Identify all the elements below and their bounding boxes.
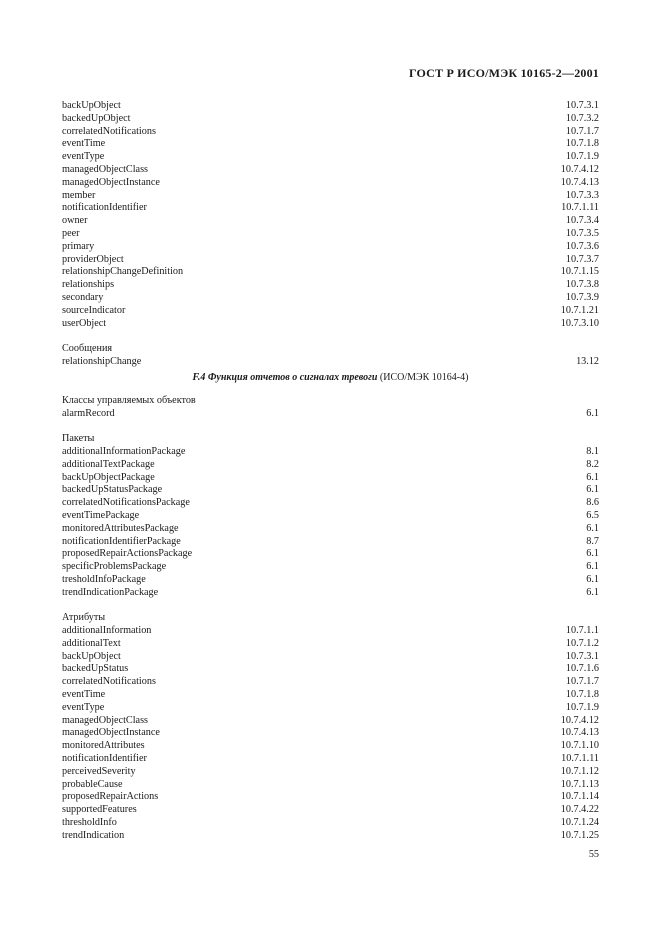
entry-reference: 10.7.3.2 [565,112,599,124]
index-entry [62,304,599,317]
entry-name: backUpObjectPackage [62,471,155,483]
entry-reference: 10.7.3.7 [565,253,599,265]
entry-reference: 10.7.1.7 [565,125,599,137]
entry-name: eventType [62,151,105,163]
entry-reference: 10.7.3.1 [565,100,599,111]
entry-name: tresholdInfoPackage [62,574,146,585]
entry-name: relationshipChange [62,356,142,367]
index-entry [62,586,599,599]
index-entry [62,726,599,739]
index-entry [62,752,599,765]
entry-name: additionalTextPackage [62,458,155,470]
entry-name: supportedFeatures [62,804,137,816]
entry-reference: 10.7.1.13 [560,778,599,790]
index-entry [62,201,599,214]
entry-name: perceivedSeverity [62,765,136,777]
entry-reference: 10.7.1.7 [565,676,599,688]
index-entry [62,573,599,586]
index-entry [62,471,599,484]
entry-name: primary [62,240,95,252]
entry-name: userObject [62,317,107,329]
entry-reference: 10.7.1.9 [565,701,599,713]
entry-reference: 6.1 [586,574,599,585]
entry-reference: 6.1 [586,408,599,419]
entry-name: trendIndicationPackage [62,586,159,598]
index-entry [62,509,599,522]
entry-reference: 10.7.1.8 [565,138,599,150]
entry-reference: 6.1 [586,484,599,496]
entry-name: managedObjectClass [62,714,149,726]
entry-reference: 10.7.3.9 [565,292,599,303]
page-number: 55 [588,849,599,860]
entry-reference: 10.7.1.15 [560,266,599,278]
entry-reference: 10.7.3.5 [565,228,599,239]
entry-reference: 6.1 [586,561,599,573]
entry-name: additionalInformation [62,625,152,636]
index-entry [62,637,599,650]
index-entry [62,816,599,829]
entry-name: notificationIdentifier [62,753,147,764]
entry-reference: 10.7.1.21 [560,304,599,316]
entry-name: member [62,189,96,201]
entry-reference: 10.7.1.12 [560,765,599,777]
packages-heading: Пакеты [62,433,95,444]
entry-name: specificProblemsPackage [62,561,167,573]
entry-name: backUpObject [62,650,121,662]
index-entry [62,150,599,163]
entry-name: thresholdInfo [62,817,117,828]
entry-reference: 10.7.1.8 [565,689,599,700]
entry-reference: 10.7.1.11 [561,202,599,214]
index-entry [62,317,599,330]
entry-name: monitoredAttributes [62,740,145,752]
entry-name: trendIndication [62,829,125,841]
entry-reference: 10.7.3.8 [565,279,599,291]
entry-name: alarmRecord [62,408,115,419]
entry-reference: 10.7.3.4 [565,215,599,227]
entry-name: eventTimePackage [62,510,140,521]
index-entry [62,483,599,496]
entry-name: backedUpObject [62,112,131,124]
entry-reference: 10.7.1.6 [565,663,599,675]
entry-name: providerObject [62,253,124,265]
entry-name: eventTime [62,138,106,150]
index-entry [62,624,599,637]
index-entry [62,355,599,368]
index-entry [62,662,599,675]
entry-name: relationshipChangeDefinition [62,266,184,278]
entry-reference: 6.1 [586,586,599,598]
entry-reference: 6.1 [586,548,599,560]
index-entry [62,214,599,227]
messages-heading: Сообщения [62,343,113,354]
entry-reference: 10.7.1.2 [565,637,599,649]
entry-name: backedUpStatusPackage [62,484,163,496]
entry-reference: 6.1 [586,471,599,483]
document-header: ГОСТ Р ИСО/МЭК 10165-2—2001 [408,66,599,80]
index-entry [62,778,599,791]
index-entry [62,278,599,291]
entry-reference: 10.7.4.12 [560,164,599,175]
entry-name: additionalText [62,637,121,649]
entry-reference: 10.7.3.3 [565,189,599,201]
entry-reference: 8.1 [586,446,599,457]
entry-reference: 6.5 [586,510,599,521]
entry-name: correlatedNotificationsPackage [62,497,190,509]
entry-name: relationships [62,279,115,291]
index-entry [62,240,599,253]
entry-reference: 10.7.4.12 [560,714,599,726]
index-entry [62,445,599,458]
index-entry [62,291,599,304]
index-entry [62,829,599,842]
entry-reference: 8.7 [586,535,599,547]
entry-reference: 10.7.1.9 [565,151,599,163]
index-entry [62,227,599,240]
entry-reference: 10.7.1.25 [560,829,599,841]
entry-name: monitoredAttributesPackage [62,522,179,534]
section-title [0,371,661,384]
index-entry [62,496,599,509]
entry-name: managedObjectClass [62,164,149,175]
index-entry [62,560,599,573]
entry-name: proposedRepairActionsPackage [62,548,193,560]
entry-name: secondary [62,292,104,303]
entry-name: peer [62,228,80,239]
entry-name: owner [62,215,88,227]
entry-reference: 10.7.1.14 [560,791,599,803]
entry-name: correlatedNotifications [62,125,156,137]
entry-reference: 13.12 [576,356,599,367]
entry-reference: 10.7.3.10 [560,317,599,329]
entry-name: eventTime [62,689,106,700]
index-entry [62,189,599,202]
index-entry [62,253,599,266]
entry-reference: 10.7.4.13 [560,176,599,188]
index-entry [62,803,599,816]
entry-name: correlatedNotifications [62,676,156,688]
index-entry [62,547,599,560]
index-entry [62,125,599,138]
entry-reference: 10.7.3.1 [565,650,599,662]
entry-reference: 10.7.1.24 [560,817,599,828]
index-entry [62,650,599,663]
index-entry [62,265,599,278]
section-title-bold: F.4 Функция отчетов о сигналах тревоги [192,372,378,383]
entry-name: eventType [62,701,105,713]
index-entry [62,675,599,688]
entry-name: notificationIdentifierPackage [62,535,181,547]
entry-reference: 10.7.1.10 [560,740,599,752]
entry-name: probableCause [62,778,123,790]
index-entry [62,176,599,189]
index-entry [62,688,599,701]
index-entry [62,163,599,176]
entry-reference: 10.7.4.13 [560,727,599,739]
entry-reference: 8.6 [586,497,599,509]
entry-name: notificationIdentifier [62,202,147,214]
index-entry [62,137,599,150]
entry-name: managedObjectInstance [62,176,160,188]
entry-name: backUpObject [62,100,121,111]
index-entry [62,701,599,714]
index-entry [62,535,599,548]
entry-reference: 6.1 [586,522,599,534]
index-entry [62,790,599,803]
index-entry [62,458,599,471]
index-entry [62,765,599,778]
index-entry [62,739,599,752]
index-entry [62,714,599,727]
attributes-heading: Атрибуты [62,612,106,623]
entry-reference: 10.7.1.11 [561,753,599,764]
entry-name: additionalInformationPackage [62,446,186,457]
index-entry [62,407,599,420]
entry-name: backedUpStatus [62,663,129,675]
entry-name: managedObjectInstance [62,727,160,739]
entry-reference: 10.7.1.1 [565,625,599,636]
index-entry [62,112,599,125]
entry-name: proposedRepairActions [62,791,159,803]
section-title-reference: (ИСО/МЭК 10164-4) [377,372,469,383]
entry-reference: 8.2 [586,458,599,470]
index-entry [62,99,599,112]
entry-name: sourceIndicator [62,304,126,316]
entry-reference: 10.7.4.22 [560,804,599,816]
index-entry [62,522,599,535]
entry-reference: 10.7.3.6 [565,240,599,252]
classes-heading: Классы управляемых объектов [62,395,196,406]
